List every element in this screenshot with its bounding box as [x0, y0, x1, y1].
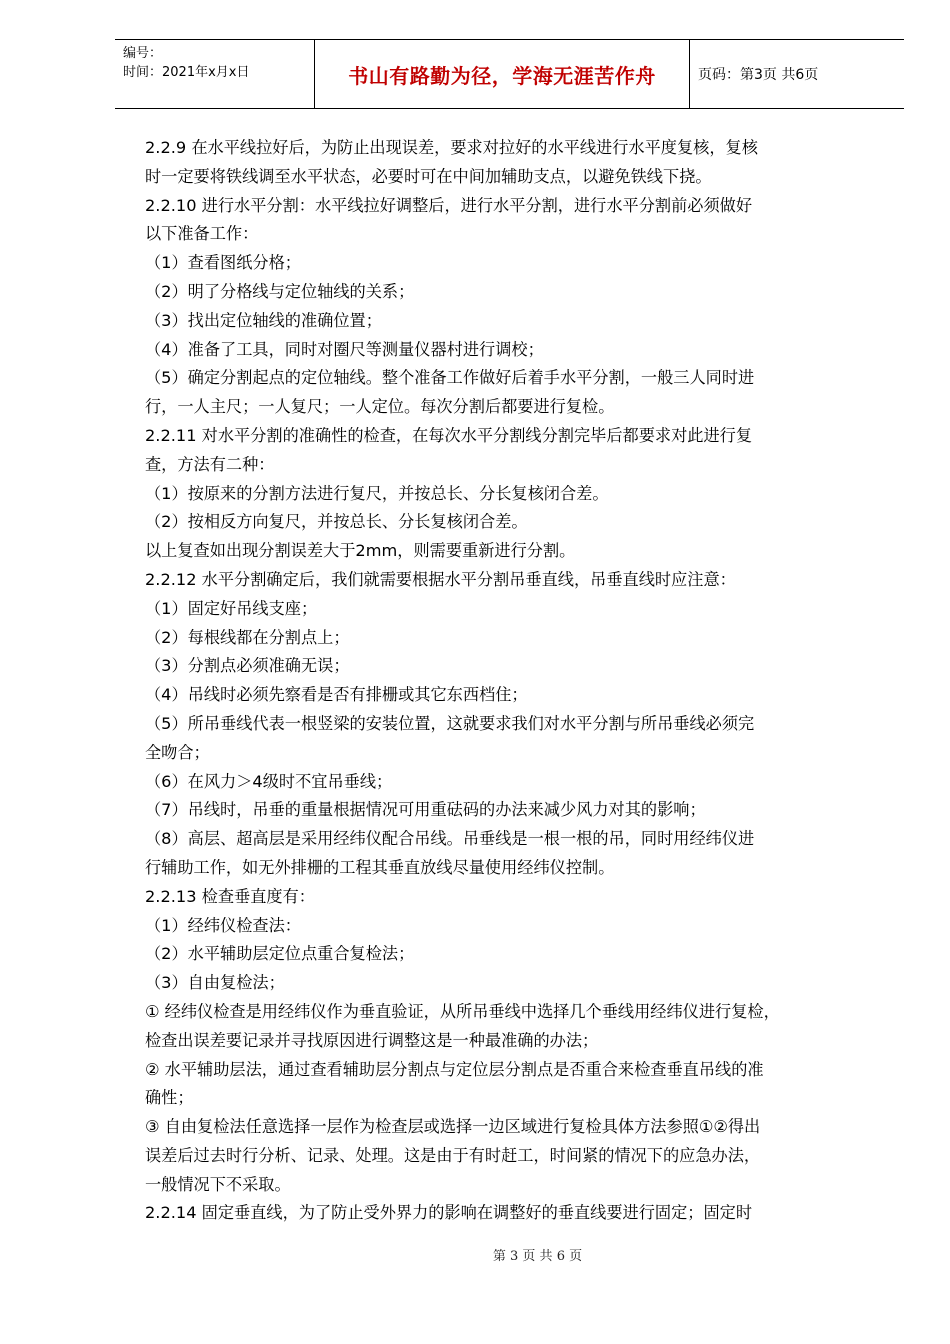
text-line: 2.2.12 水平分割确定后，我们就需要根据水平分割吊垂直线，吊垂直线时应注意： [145, 569, 736, 589]
text-line: 2.2.11 对水平分割的准确性的检查，在每次水平分割线分割完毕后都要求对此进行复 [145, 425, 753, 445]
header-motto: 书山有路勤为径，学海无涯苦作舟 [315, 40, 690, 108]
time-label: 时间：2021年x月x日 [123, 65, 250, 80]
text-line: ③ 自由复检法任意选择一层作为检查层或选择一边区域进行复检具体方法参照①②得出 [145, 1117, 761, 1137]
text-line: 以下准备工作： [145, 224, 259, 244]
text-line: ① 经纬仪检查是用经纬仪作为垂直验证，从所吊垂线中选择几个垂线用经纬仪进行复检， [145, 1001, 780, 1021]
text-line: （3）分割点必须准确无误； [145, 656, 350, 676]
text-line: （5）所吊垂线代表一根竖梁的安装位置，这就要求我们对水平分割与所吊垂线必须完 [145, 713, 755, 733]
text-line: （7）吊线时，吊垂的重量根据情况可用重砝码的办法来减少风力对其的影响； [145, 800, 706, 820]
header-meta [115, 40, 315, 108]
text-line: 全吻合； [145, 742, 210, 762]
text-line: （8）高层、超高层是采用经纬仪配合吊线。吊垂线是一根一根的吊，同时用经纬仪进 [145, 829, 755, 849]
text-line: （6）在风力＞4级时不宜吊垂线； [145, 771, 393, 791]
text-line: 一般情况下不采取。 [145, 1174, 291, 1194]
text-line: （4）准备了工具，同时对圈尺等测量仪器村进行调校； [145, 339, 544, 359]
text-line: （2）每根线都在分割点上； [145, 627, 350, 647]
text-line: 确性； [145, 1088, 194, 1108]
text-line: 误差后过去时行分析、记录、处理。这是由于有时赶工，时间紧的情况下的应急办法， [145, 1145, 761, 1165]
page-header [115, 39, 904, 109]
text-line: 行，一人主尺；一人复尺；一人定位。每次分割后都要进行复检。 [145, 397, 615, 417]
text-line: （5）确定分割起点的定位轴线。整个准备工作做好后着手水平分割，一般三人同时进 [145, 368, 755, 388]
text-line: 2.2.10 进行水平分割：水平线拉好调整后，进行水平分割，进行水平分割前必须做好 [145, 195, 753, 215]
text-line: 2.2.13 检查垂直度有： [145, 886, 315, 906]
text-line: ② 水平辅助层法，通过查看辅助层分割点与定位层分割点是否重合来检查垂直吊线的准 [145, 1059, 764, 1079]
text-line: （2）按相反方向复尺，并按总长、分长复核闭合差。 [145, 512, 528, 532]
text-line: （4）吊线时必须先察看是否有排栅或其它东西档住； [145, 685, 528, 705]
text-line: （1）经纬仪检查法： [145, 915, 301, 935]
text-line: 以上复查如出现分割误差大于2mm，则需要重新进行分割。 [145, 541, 576, 561]
document-body [145, 134, 885, 1228]
text-line: （3）找出定位轴线的准确位置； [145, 310, 382, 330]
text-line: （1）固定好吊线支座； [145, 598, 318, 618]
page-footer [0, 1245, 950, 1264]
text-line: 查，方法有二种： [145, 454, 275, 474]
header-page-code: 页码：第3页 共6页 [698, 67, 819, 83]
footer-page-number: 第 3 页 共 6 页 [492, 1249, 583, 1264]
text-line: 检查出误差要记录并寻找原因进行调整这是一种最准确的办法； [145, 1030, 599, 1050]
text-line: 时一定要将铁线调至水平状态，必要时可在中间加辅助支点，以避免铁线下挠。 [145, 166, 712, 186]
serial-number-label: 编号： [123, 46, 163, 61]
text-line: （2）水平辅助层定位点重合复检法； [145, 944, 415, 964]
text-line: 行辅助工作，如无外排栅的工程其垂直放线尽量使用经纬仪控制。 [145, 857, 615, 877]
text-line: （3）自由复检法； [145, 973, 285, 993]
text-line: （1）按原来的分割方法进行复尺，并按总长、分长复核闭合差。 [145, 483, 609, 503]
text-line: 2.2.14 固定垂直线，为了防止受外界力的影响在调整好的垂直线要进行固定；固定时 [145, 1203, 753, 1223]
text-line: 2.2.9 在水平线拉好后，为防止出现误差，要求对拉好的水平线进行水平度复核，复核 [145, 138, 758, 157]
text-line: （1）查看图纸分格； [145, 253, 301, 273]
text-line: （2）明了分格线与定位轴线的关系； [145, 281, 415, 301]
